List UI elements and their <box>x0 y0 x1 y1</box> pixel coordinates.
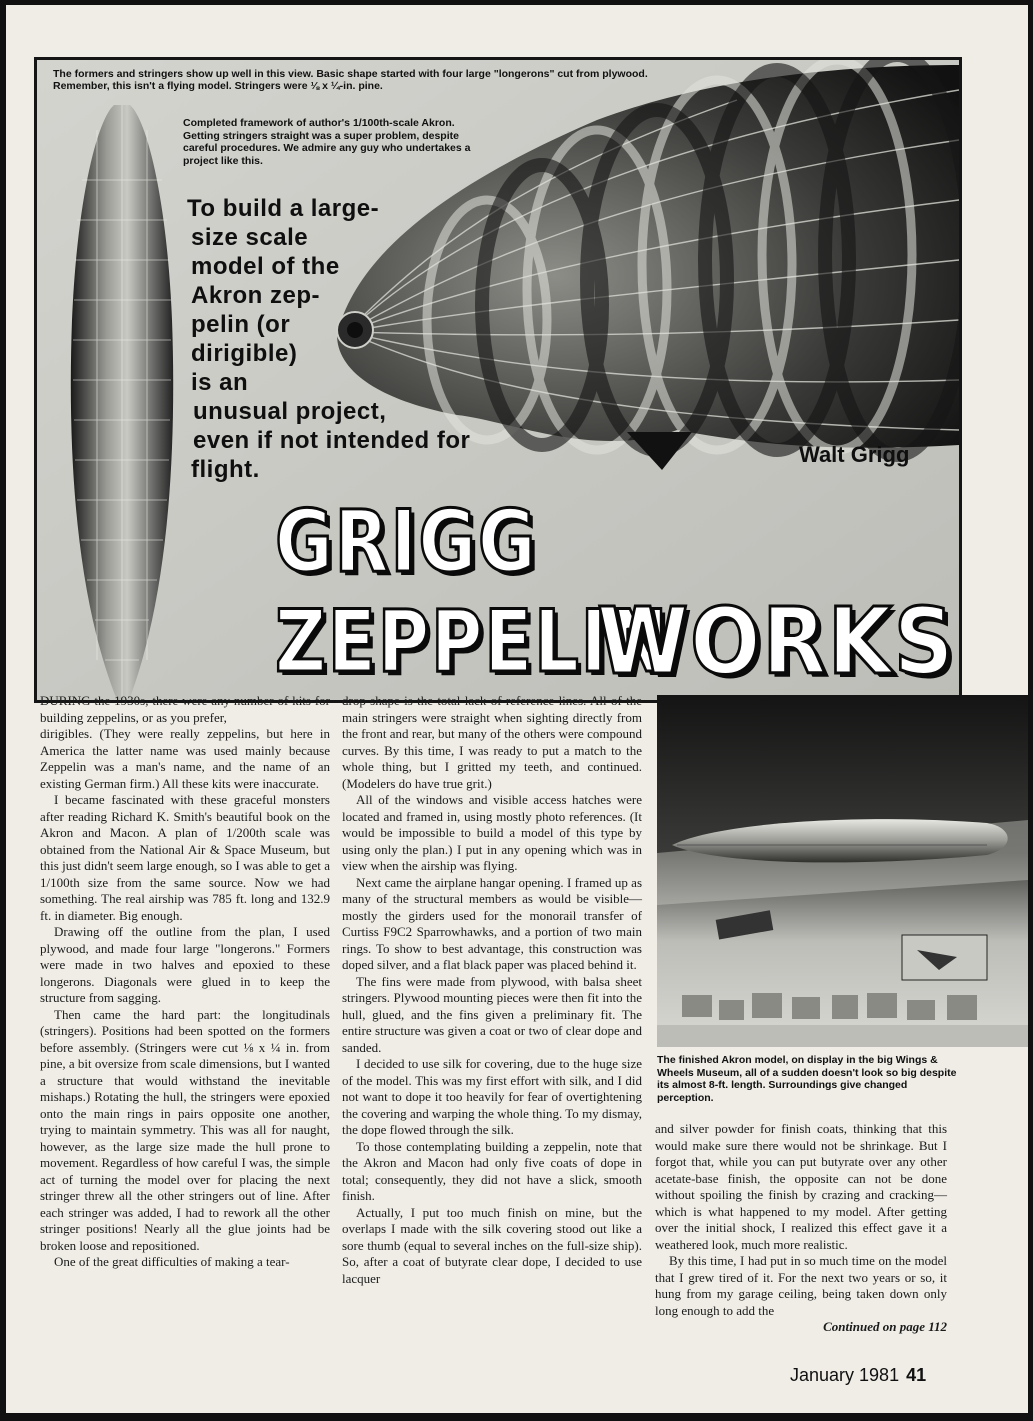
deck-line: model of the <box>191 253 340 280</box>
body-column-1 <box>40 693 330 1271</box>
deck-line: pelin (or <box>191 311 291 338</box>
deck <box>187 194 547 484</box>
intro-paragraph: DURING the 1930s, there were any number of kits for building zeppelins, or as you prefer, <box>40 693 330 725</box>
issue-date: January 1981 <box>790 1365 900 1385</box>
paragraph: The fins were made from plywood, with balsa sheet stringers. Plywood mounting pieces were then fit into the hull, glued, and the fins given a preliminary fit. The entire structure was given a coat or two of clear dope and sanded. <box>342 973 642 1055</box>
paragraph: Actually, I put too much finish on mine, but the overlaps I made with the silk covering stood out like a sore thumb (equal to several inches on the full-size ship). So, after a coat of butyrate clear dope, I decided to use lacquer <box>342 1204 642 1286</box>
title-line-1: GRIGG ZEPPELIN <box>275 492 670 692</box>
deck-line: flight. <box>191 456 260 483</box>
hero-photo <box>34 57 962 703</box>
paragraph: I decided to use silk for covering, due to the huge size of the model. This was my first effort with silk, and I did not want to dope it too heavily for fear of overtightening the covering and warping the whole thing. To my dismay, the dope flowed through the silk. <box>342 1056 642 1137</box>
museum-photo <box>657 695 1028 1047</box>
deck-line: To build a large- <box>187 195 380 222</box>
paragraph: By this time, I had put in so much time on the model that I grew tired of it. For the next two years or so, it hung from my garage ceiling, being taken down only long enough to add the <box>655 1253 947 1318</box>
paragraph: Next came the airplane hangar opening. I framed up as many of the structural members as would be visible—mostly the girders used for the monorail transfer of Curtiss F9C2 Sparrowhawks, and a portion of two main rings. To show to best advantage, this construction was doped silver, and a flat black paper was placed behind it. <box>342 874 642 972</box>
paragraph: One of the great difficulties of making a tear- <box>54 1254 290 1269</box>
museum-display-photo <box>657 695 1028 1047</box>
deck-line: is an <box>191 369 249 396</box>
paragraph: All of the windows and visible access hatches were located and framed in, using mostly photo references. (It would be impossible to build a model of this type by using only the plan.) I put in any opening which was in view when the airship was flying. <box>342 792 642 873</box>
paragraph: dirigibles. (They were really zeppelins, but here in America the latter name was used mainly because Zeppelin was a man's name, and the name of an existing German firm.) All these kits were inaccurate. <box>40 726 330 791</box>
paragraph: I became fascinated with these graceful monsters after reading Richard K. Smith's beautiful book on the Akron and Macon. A plan of 1/200th scale was obtained from the National Air & Space Museum, but this just didn't seem large enough, so I was able to get a 1/100th size from the same source. Now we had something. The real airship was 785 ft. long and 132.9 ft. in diameter. Big enough. <box>40 792 330 923</box>
continued-line: Continued on page 112 <box>823 1319 947 1334</box>
deck-line: even if not intended for <box>193 427 471 454</box>
title-line-2: WORKS <box>597 588 956 695</box>
paragraph: drop shape is the total lack of reference lines. All of the main stringers were straight when sighting directly from the front and rear, but many of the others were compound curves. By this time, I was ready to put a match to the whole thing, but I gritted my teeth, and continued. (Modelers do have true grit.) <box>342 693 642 791</box>
caption-finished-model: The finished Akron model, on display in the big Wings & Wheels Museum, all of a sudden doesn't look so big despite its almost 8-ft. length. Surroundings give changed perception. <box>657 1054 957 1104</box>
paragraph: To those contemplating building a zeppelin, note that the Akron and Macon had only five coats of dope in total; consequently, they did not have a slick, smooth finish. <box>342 1138 642 1203</box>
deck-line: size scale <box>191 224 309 251</box>
paragraph: Then came the hard part: the longitudinals (stringers). Positions had been spotted on the formers before assembly. (Stringers were cut ⅛ x ¼ in. from pine, a bit oversize from scale dimensions, but I wanted a structure that would withstand the inevitable mishaps.) Rotating the hull, the stringers were epoxied onto the main rings in pairs opposite one another, trying to maintain symmetry. This was all for naught, however, as the large size made the hull prone to movement. Regardless of how careful I was, the simple act of turning the model over for placing the next stringer threw all the other stringers out of line. After each stringer was added, I had to rework all the other stringer positions! Nearly all the glue joints had be broken loose and repositioned. <box>40 1006 330 1253</box>
paragraph: Drawing off the outline from the plan, I used plywood, and made four large "longerons." Formers were made in two halves and epoxied to these longerons. Diagonals were glued in to keep the structure from sagging. <box>40 924 330 1005</box>
deck-line: Akron zep- <box>191 282 321 309</box>
caption-framework: Completed framework of author's 1/100th-scale Akron. Getting stringers straight was a super problem, despite careful procedures. We admire any guy who undertakes a project like this. <box>183 117 471 167</box>
byline: Walt Grigg <box>799 442 910 467</box>
paragraph: and silver powder for finish coats, thinking that this would make sure there would not be shrinkage. But I forgot that, while you can put butyrate over any other acetate-base finish, the opposite can not be done without spoiling the finish by crazing and cracking—which is what happened to my model. After getting over the initial shock, I realized this effect gave it a weathered look, much more realistic. <box>655 1121 947 1252</box>
folio <box>790 1365 926 1386</box>
body-column-2 <box>342 693 642 1287</box>
deck-line: dirigible) <box>191 340 298 367</box>
magazine-page <box>6 5 1028 1413</box>
body-column-3 <box>655 1121 947 1336</box>
deck-line: unusual project, <box>193 398 387 425</box>
caption-formers: The formers and stringers show up well in this view. Basic shape started with four large "longerons" cut from plywood. Remember, this isn't a flying model. Stringers were ⅛ x ¼-in. pine. <box>53 68 648 92</box>
page-number: 41 <box>906 1365 927 1385</box>
